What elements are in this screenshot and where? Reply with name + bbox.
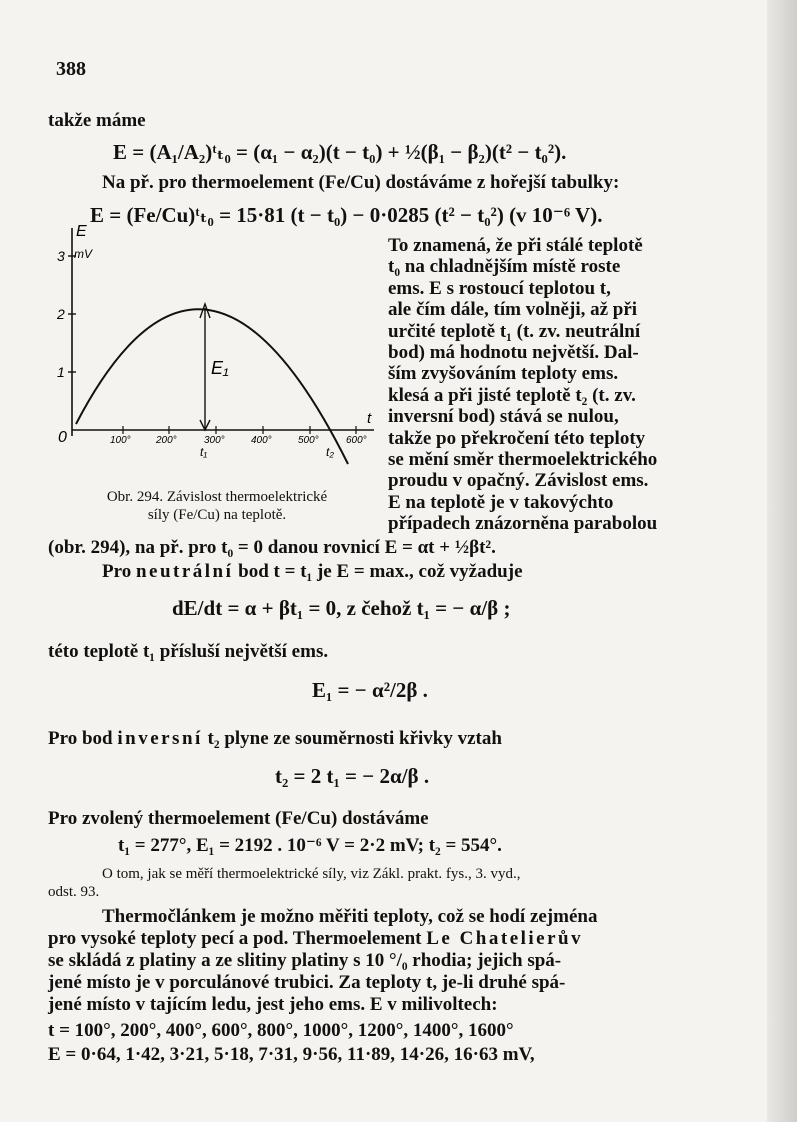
caption-line: Obr. 294. Závislost thermoelektrické bbox=[106, 489, 328, 505]
column-line: klesá a při jisté teplotě t₂ (t. zv. bbox=[388, 384, 636, 406]
text-line: Thermočlánkem je možno měřiti teploty, což se hodí zejména bbox=[102, 906, 598, 927]
text-line: (obr. 294), na př. pro t₀ = 0 danou rovnicí E = αt + ½βt². bbox=[48, 537, 496, 558]
text-span: Pro bod bbox=[48, 728, 118, 749]
t-axis-label: t bbox=[367, 410, 372, 427]
text-line: jené místo je v porculánové trubici. Za teploty t, je-li druhé spá- bbox=[48, 972, 566, 993]
text-line: Na př. pro thermoelement (Fe/Cu) dostáváme z hořejší tabulky: bbox=[102, 172, 620, 193]
text-line: Pro zvolený thermoelement (Fe/Cu) dostáváme bbox=[48, 808, 429, 829]
table-row-e: E = 0·64, 1·42, 3·21, 5·18, 7·31, 9·56, 11·89, 14·26, 16·63 mV, bbox=[48, 1044, 535, 1065]
equation-E-general: E = (A₁/A₂)ᵗₜ₀ = (α₁ − α₂)(t − t₀) + ½(β₁ − β₂)(t² − t₀²). bbox=[113, 140, 567, 164]
x-tick-label: 400° bbox=[251, 435, 272, 446]
text-line bbox=[48, 928, 583, 950]
equation-t2: t₂ = 2 t₁ = − 2α/β . bbox=[275, 764, 430, 788]
column-line: ems. E s rostoucí teplotou t, bbox=[388, 277, 611, 299]
column-line: proudu v opačný. Závislost ems. bbox=[388, 470, 649, 492]
y-axis-label: E bbox=[76, 223, 87, 240]
figure-294-parabola bbox=[58, 224, 388, 484]
column-line: ale čím dále, tím volněji, až při bbox=[388, 299, 638, 321]
column-line: E na teplotě je v takovýchto bbox=[388, 491, 614, 513]
page-number: 388 bbox=[56, 58, 86, 80]
y-tick-label: 2 bbox=[57, 306, 65, 322]
origin-label: 0 bbox=[58, 429, 67, 446]
column-line: případech znázorněna parabolou bbox=[388, 513, 658, 535]
spaced-term: neutrální bbox=[135, 561, 234, 582]
column-line: takže po překročení této teploty bbox=[388, 427, 646, 449]
text-span: pro vysoké teploty pecí a pod. Thermoelement bbox=[48, 928, 427, 949]
figure-caption bbox=[62, 488, 372, 524]
column-line: určité teplotě t₁ (t. zv. neutrální bbox=[388, 320, 641, 342]
footnote-line: O tom, jak se měří thermoelektrické síly, viz Zákl. prakt. fys., 3. vyd., bbox=[102, 866, 521, 882]
text-line: této teplotě t₁ přísluší největší ems. bbox=[48, 641, 329, 662]
text-column bbox=[388, 235, 678, 535]
text-line bbox=[48, 728, 502, 750]
x-tick-label: 600° bbox=[346, 435, 367, 446]
column-line: se mění směr thermoelektrického bbox=[388, 449, 658, 471]
caption-line: síly (Fe/Cu) na teplotě. bbox=[147, 507, 287, 523]
text-line: t₁ = 277°, E₁ = 2192 . 10⁻⁶ V = 2·2 mV; t₂ = 554°. bbox=[118, 835, 502, 856]
x-tick-label: 300° bbox=[204, 435, 225, 446]
column-line: inversní bod) stává se nulou, bbox=[388, 406, 619, 428]
column-line: t₀ na chladnějším místě roste bbox=[388, 256, 621, 278]
text-span: Pro bbox=[102, 561, 136, 582]
spaced-term: Le Chatelierův bbox=[426, 928, 584, 949]
text-line bbox=[102, 561, 523, 583]
y-tick-label: 1 bbox=[57, 364, 65, 380]
t1-label: t₁ bbox=[200, 445, 208, 459]
spaced-term: inversní bbox=[117, 728, 203, 749]
e1-label: E₁ bbox=[211, 358, 229, 378]
column-line: To znamená, že při stálé teplotě bbox=[388, 235, 643, 256]
table-row-t: t = 100°, 200°, 400°, 600°, 800°, 1000°, 1200°, 1400°, 1600° bbox=[48, 1020, 514, 1041]
x-tick-label: 500° bbox=[298, 435, 319, 446]
equation-derivative: dE/dt = α + βt₁ = 0, z čehož t₁ = − α/β ; bbox=[172, 596, 511, 620]
text-span: t₂ plyne ze souměrnosti křivky vztah bbox=[202, 728, 502, 749]
equation-E-FeCu: E = (Fe/Cu)ᵗₜ₀ = 15·81 (t − t₀) − 0·0285 (t² − t₀²) (v 10⁻⁶ V). bbox=[90, 203, 603, 227]
text-span: bod t = t₁ je E = max., což vyžaduje bbox=[233, 561, 523, 582]
text-line: se skládá z platiny a ze slitiny platiny s 10 °/₀ rhodia; jejich spá- bbox=[48, 950, 562, 971]
text-line: jené místo v tajícím ledu, jest jeho ems. E v milivoltech: bbox=[48, 994, 498, 1015]
x-tick-label: 200° bbox=[156, 435, 177, 446]
footnote-line: odst. 93. bbox=[48, 884, 100, 900]
t2-label: t₂ bbox=[326, 445, 334, 459]
y-tick-label: 3 bbox=[57, 248, 65, 264]
column-line: bod) má hodnotu největší. Dal- bbox=[388, 342, 639, 364]
page-edge-shadow bbox=[767, 0, 797, 1122]
column-line: ším zvyšováním teploty ems. bbox=[388, 363, 619, 385]
y-axis-unit: mV bbox=[74, 247, 92, 261]
equation-E1: E₁ = − α²/2β . bbox=[312, 678, 428, 702]
x-tick-label: 100° bbox=[110, 435, 131, 446]
text-line: takže máme bbox=[48, 110, 146, 131]
